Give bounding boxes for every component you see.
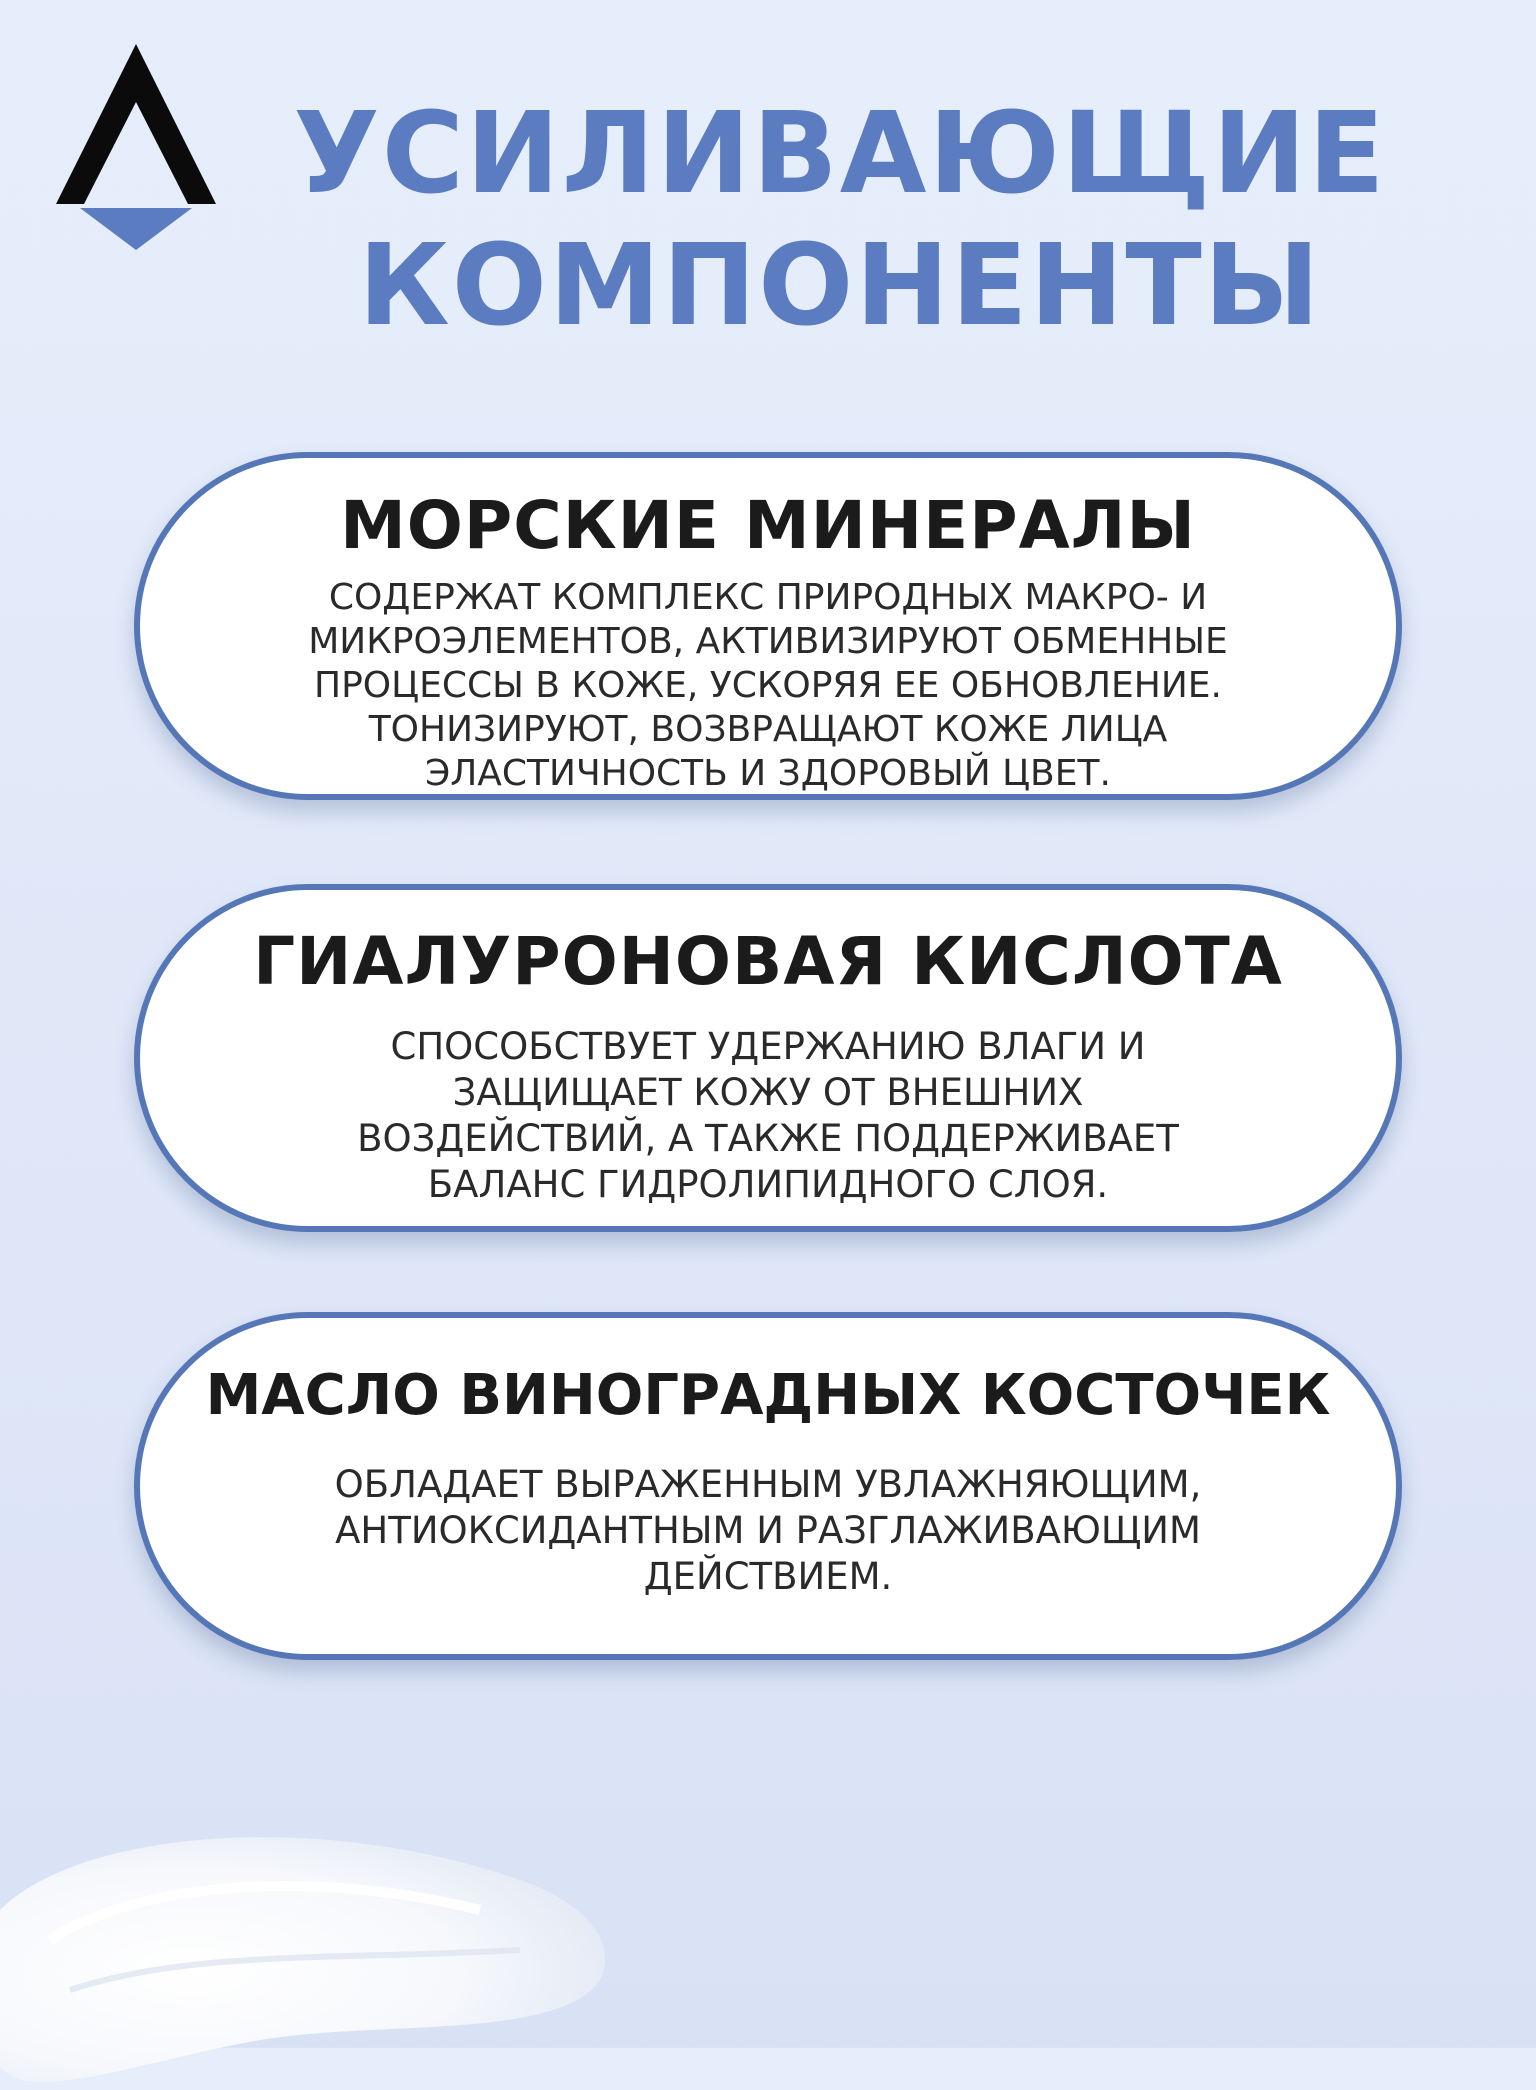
brand-logo-icon: [56, 44, 216, 250]
description-line: ПРОЦЕССЫ В КОЖЕ, УСКОРЯЯ ЕЕ ОБНОВЛЕНИЕ.: [314, 665, 1222, 706]
ingredient-heading: МОРСКИЕ МИНЕРАЛЫ: [340, 487, 1196, 564]
description-line: МИКРОЭЛЕМЕНТОВ, АКТИВИЗИРУЮТ ОБМЕННЫЕ: [308, 621, 1228, 662]
page-title-line-1: УСИЛИВАЮЩИЕ: [293, 89, 1387, 219]
description-line: ЭЛАСТИЧНОСТЬ И ЗДОРОВЫЙ ЦВЕТ.: [425, 753, 1111, 794]
ingredient-heading: МАСЛО ВИНОГРАДНЫХ КОСТОЧЕК: [205, 1363, 1331, 1428]
ingredient-description: [140, 1462, 1396, 1600]
description-line: СПОСОБСТВУЕТ УДЕРЖАНИЮ ВЛАГИ И: [390, 1025, 1146, 1068]
description-line: АНТИОКСИДАНТНЫМ И РАЗГЛАЖИВАЮЩИМ: [335, 1509, 1201, 1552]
ingredient-card-sea-minerals: [134, 452, 1402, 800]
description-line: ЗАЩИЩАЕТ КОЖУ ОТ ВНЕШНИХ: [452, 1071, 1084, 1114]
description-line: БАЛАНС ГИДРОЛИПИДНОГО СЛОЯ.: [427, 1163, 1109, 1206]
page-title-line-2: КОМПОНЕНТЫ: [358, 221, 1322, 351]
description-line: ТОНИЗИРУЮТ, ВОЗВРАЩАЮТ КОЖЕ ЛИЦА: [368, 709, 1168, 750]
description-line: ДЕЙСТВИЕМ.: [643, 1555, 893, 1598]
ingredient-heading: ГИАЛУРОНОВАЯ КИСЛОТА: [253, 923, 1283, 1000]
description-line: СОДЕРЖАТ КОМПЛЕКС ПРИРОДНЫХ МАКРО- И: [328, 577, 1208, 618]
page-title: [250, 88, 1430, 352]
description-line: ОБЛАДАЕТ ВЫРАЖЕННЫМ УВЛАЖНЯЮЩИМ,: [334, 1463, 1202, 1506]
description-line: ВОЗДЕЙСТВИЙ, А ТАКЖЕ ПОДДЕРЖИВАЕТ: [357, 1117, 1179, 1160]
ingredient-description: [140, 1024, 1396, 1208]
cream-swatch-icon: [0, 1790, 640, 2090]
ingredient-description: [140, 576, 1396, 796]
ingredient-card-hyaluronic-acid: [134, 884, 1402, 1232]
ingredient-card-grape-seed-oil: [134, 1312, 1402, 1660]
